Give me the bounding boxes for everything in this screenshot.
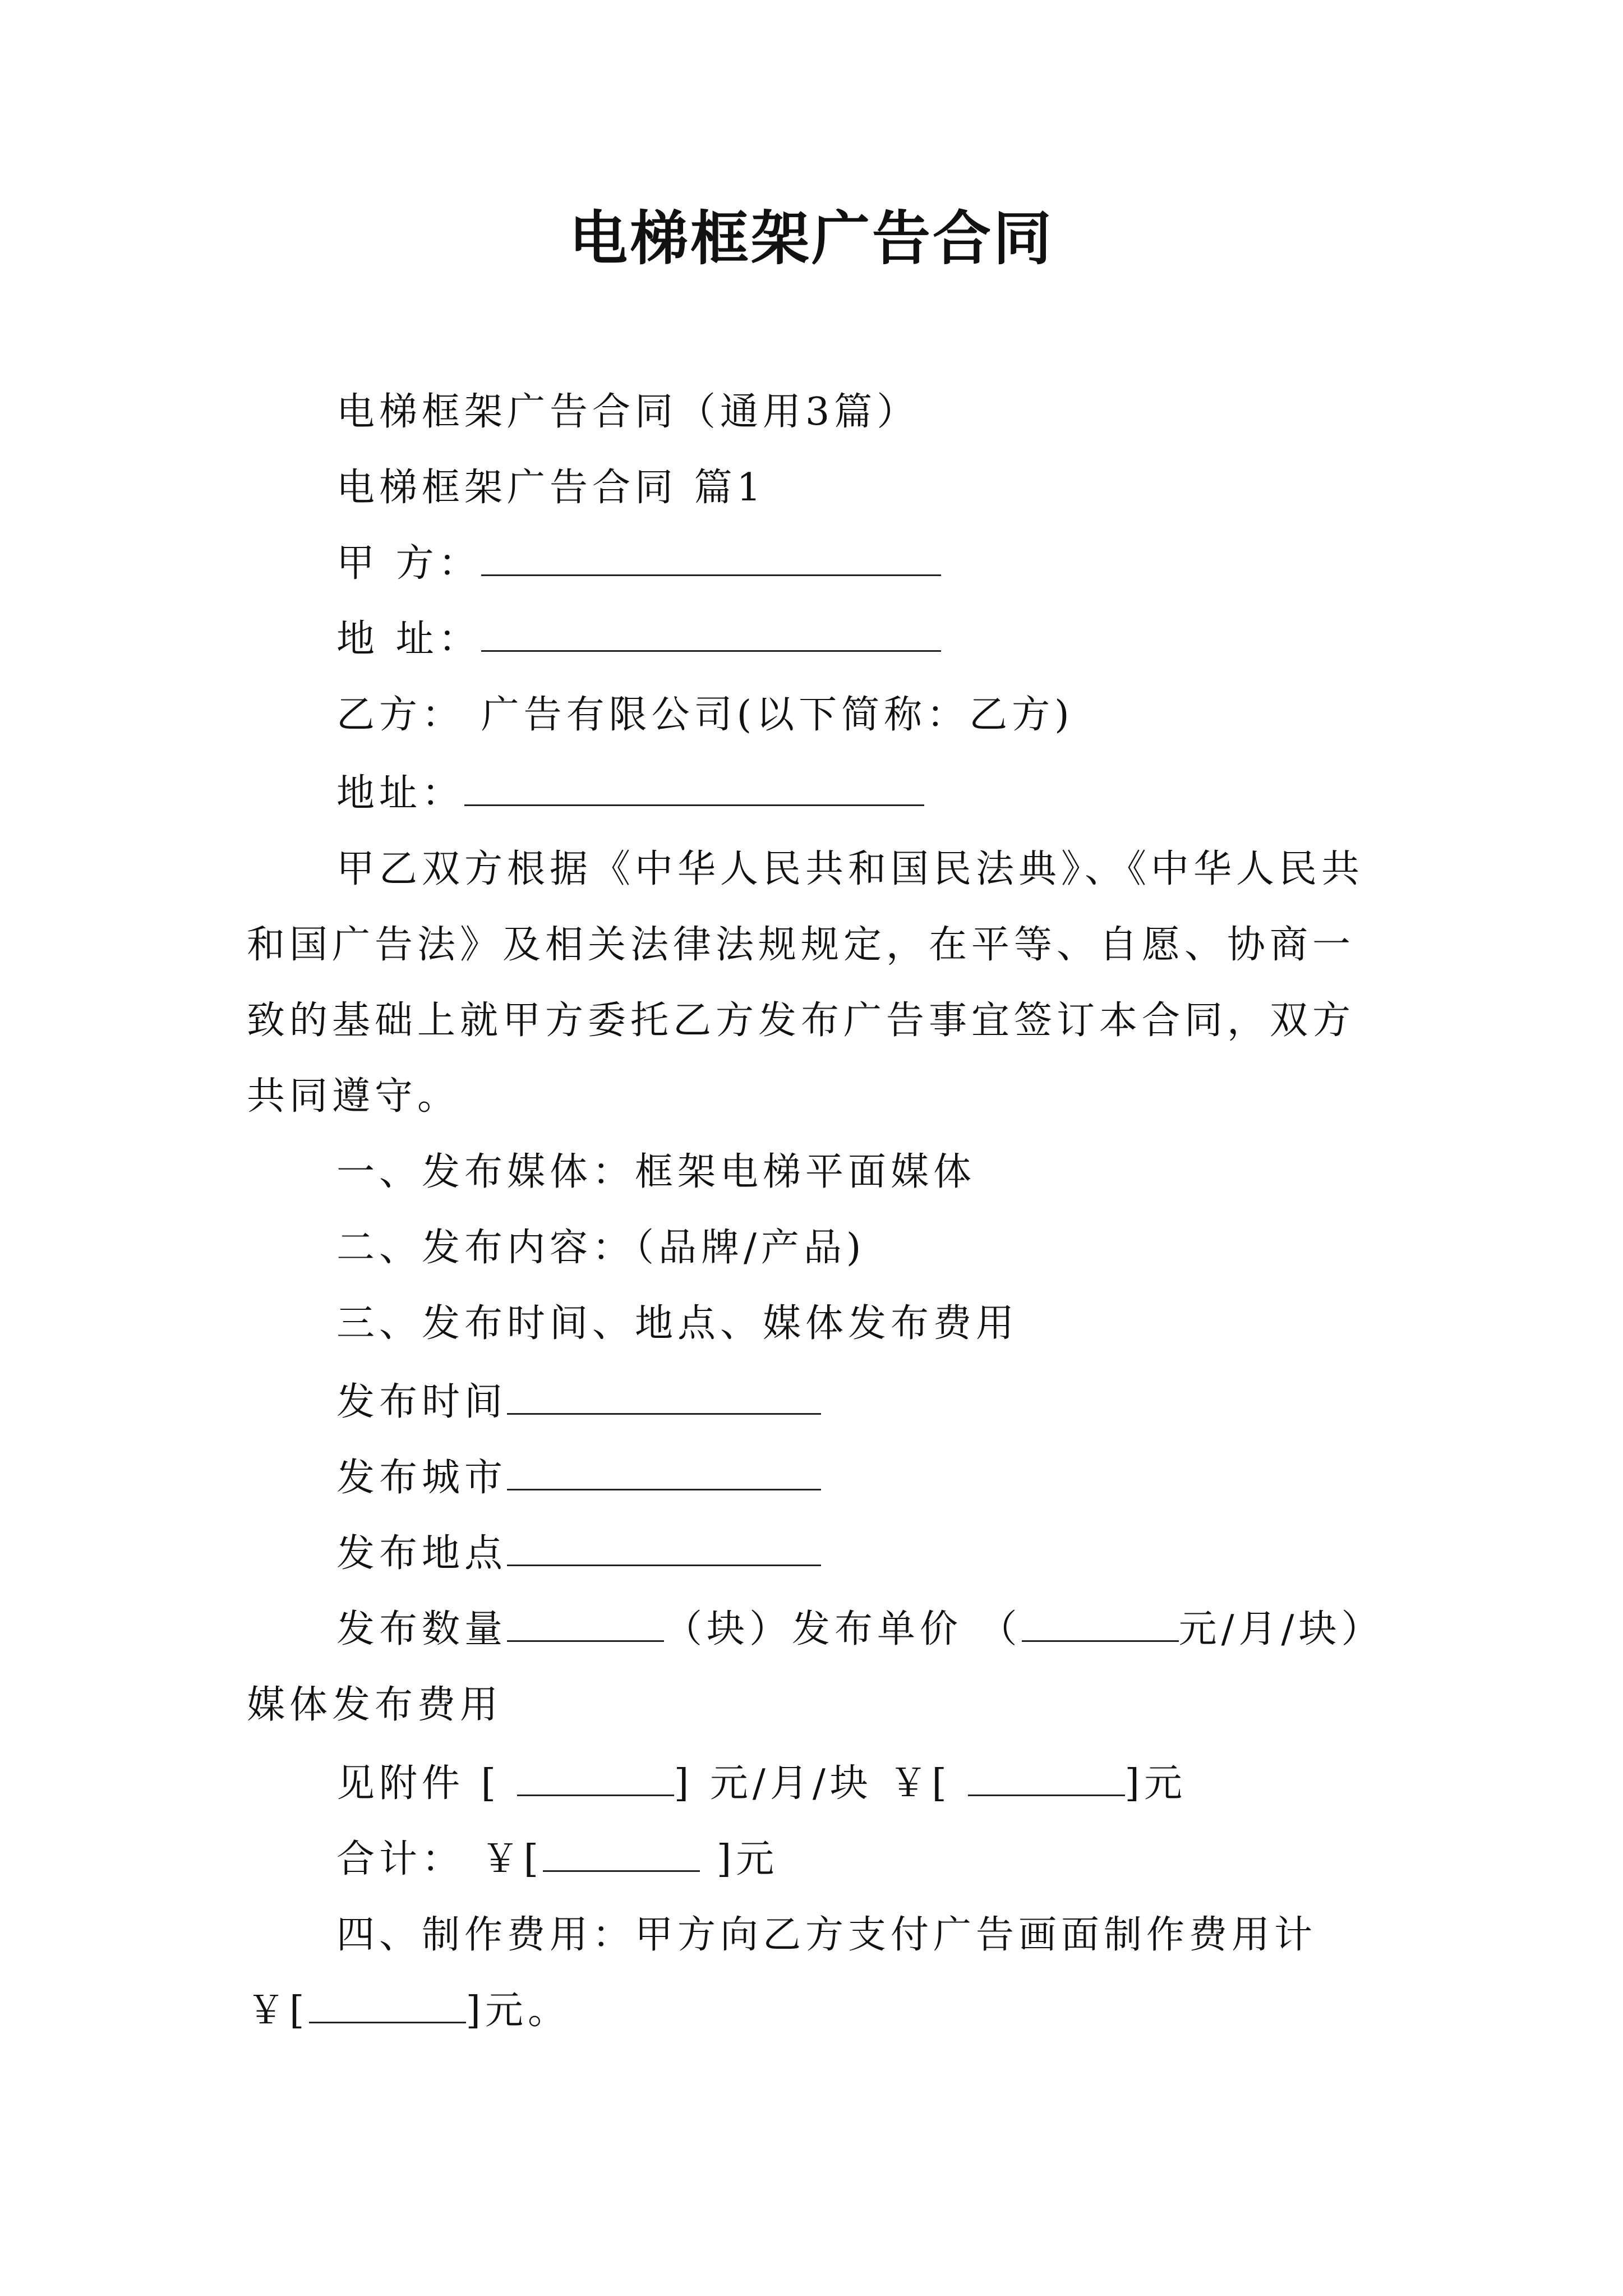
publish-location-line [336,1529,821,1579]
attachment-price-blank[interactable] [517,1761,674,1796]
attachment-unit: ] 元/月/块 ￥[ [674,1761,968,1806]
document-title: 电梯框架广告合同 [569,204,1054,273]
party-a-address-blank[interactable] [481,616,941,652]
publish-time-label: 发布时间 [336,1380,508,1424]
publish-city-blank[interactable] [507,1455,821,1490]
publish-time-blank[interactable] [507,1379,821,1415]
party-a-line [336,539,941,589]
section-1: 一、发布媒体：框架电梯平面媒体 [336,1150,976,1194]
publish-quantity-blank[interactable] [507,1607,664,1642]
section-2: 二、发布内容：（品牌/产品) [336,1226,866,1270]
publish-city-line [336,1453,821,1503]
publish-location-blank[interactable] [507,1531,821,1566]
attachment-amount-blank[interactable] [968,1761,1125,1796]
unit-price-label: （块）发布单价 （ [664,1607,1022,1651]
paragraph-line: 和国广告法》及相关法律法规规定，在平等、自愿、协商一 [247,923,1355,967]
unit-price-blank[interactable] [1022,1607,1179,1642]
attachment-line [336,1759,1187,1809]
production-fee-currency: ]元。 [465,1989,571,2033]
party-b-line: 乙方： 广告有限公司(以下简称：乙方) [336,693,1074,737]
contract-subtitle: 电梯框架广告合同（通用3篇） [336,390,920,434]
media-fee-line: 媒体发布费用 [247,1683,503,1727]
paragraph-line: 甲乙双方根据《中华人民共和国民法典》、《中华人民共 [336,847,1364,891]
publish-location-label: 发布地点 [336,1531,508,1576]
publish-quantity-label: 发布数量 [336,1607,508,1651]
party-a-address-line [336,614,941,665]
production-fee-label: ￥[ [247,1989,309,2033]
publish-quantity-line [336,1604,1384,1655]
total-label: 合计： ￥[ [336,1837,543,1881]
party-b-address-label: 地址： [336,771,465,816]
party-a-blank[interactable] [481,541,941,576]
attachment-label: 见附件 [ [336,1761,517,1806]
paragraph-line: 致的基础上就甲方委托乙方发布广告事宜签订本合同，双方 [247,999,1355,1043]
total-blank[interactable] [543,1837,700,1872]
total-line [336,1834,778,1885]
publish-time-line [336,1377,821,1428]
party-b-address-line [336,769,924,819]
party-a-label: 甲 方： [336,541,481,586]
attachment-currency: ]元 [1124,1761,1187,1806]
total-currency: ]元 [700,1837,779,1881]
production-fee-line [247,1986,570,2036]
paragraph-line: 共同遵守。 [247,1074,460,1119]
party-a-address-label: 地 址： [336,617,481,661]
production-fee-blank[interactable] [309,1988,466,2023]
publish-city-label: 发布城市 [336,1456,508,1500]
unit-price-unit: 元/月/块） [1178,1607,1384,1651]
party-b-address-blank[interactable] [464,771,924,806]
section-4: 四、制作费用：甲方向乙方支付广告画面制作费用计 [336,1913,1317,1957]
contract-part-heading: 电梯框架广告合同 篇1 [336,466,766,510]
section-3: 三、发布时间、地点、媒体发布费用 [336,1301,1019,1346]
